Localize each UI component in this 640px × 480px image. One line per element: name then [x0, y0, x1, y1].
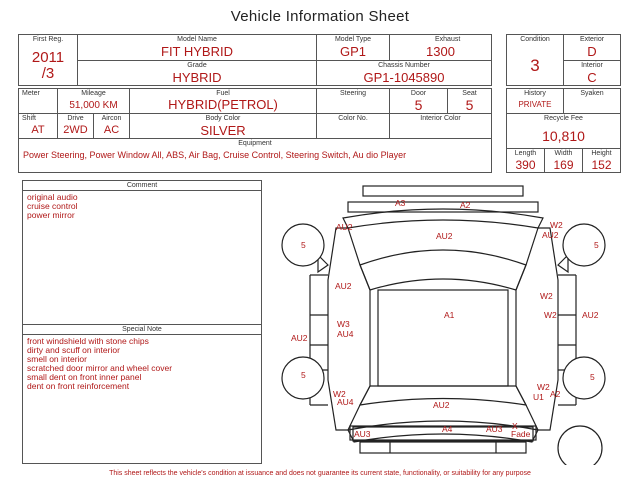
model-name-label: Model Name [177, 36, 217, 43]
exterior-label: Exterior [579, 36, 605, 43]
damage-mark: AU2 [542, 230, 559, 240]
exterior-cell [563, 34, 621, 61]
interior-cell [563, 60, 621, 86]
history-label: History [524, 90, 546, 97]
damage-mark: X [512, 421, 518, 431]
mileage-value: 51,000 KM [69, 100, 118, 111]
height-label: Height [591, 150, 612, 157]
spare-tire [558, 426, 602, 465]
first-reg-year: 2011 [31, 49, 65, 66]
equipment-cell [18, 138, 492, 173]
damage-mark: A3 [395, 198, 406, 208]
tire-rating: 5 [301, 370, 306, 380]
aircon-label: Aircon [101, 115, 122, 122]
special-note-box [22, 324, 262, 464]
model-type-label: Model Type [334, 36, 372, 43]
color-no-cell [316, 113, 390, 139]
fuel-label: Fuel [216, 90, 230, 97]
special-note-label: Special Note [23, 325, 261, 335]
fuel-cell [129, 88, 317, 114]
seat-label: Seat [462, 90, 477, 97]
damage-mark: W2 [550, 220, 563, 230]
damage-mark: W3 [337, 319, 350, 329]
body-color-cell [129, 113, 317, 139]
comment-line: cruise control [27, 201, 78, 211]
comment-label: Comment [23, 181, 261, 191]
body-color-label: Body Color [205, 115, 241, 122]
damage-mark: A2 [460, 200, 471, 210]
aircon-value: AC [103, 124, 120, 136]
length-label: Length [514, 150, 537, 157]
front-panel-outline [348, 202, 538, 212]
windshield-outline [360, 250, 526, 290]
length-value: 390 [515, 158, 536, 172]
first-reg-cell [18, 34, 78, 86]
door-value: 5 [414, 97, 423, 113]
model-type-value: GP1 [339, 44, 366, 59]
tire-rating: 5 [590, 372, 595, 382]
meter-cell [18, 88, 58, 114]
damage-mark: AU2 [582, 310, 599, 320]
body-color-value: SILVER [200, 123, 246, 138]
recycle-fee-value: 10,810 [542, 128, 585, 144]
door-cell [389, 88, 448, 114]
recycle-fee-cell [506, 113, 621, 149]
condition-value: 3 [530, 56, 540, 75]
damage-mark: AU4 [337, 397, 354, 407]
first-reg-month: /3 [41, 65, 55, 82]
damage-mark: AU4 [337, 329, 354, 339]
height-value: 152 [591, 158, 612, 172]
damage-mark: AU3 [486, 424, 503, 434]
shift-value: AT [31, 124, 45, 136]
damage-mark: A2 [550, 389, 561, 399]
chassis-value: GP1-1045890 [363, 70, 445, 85]
width-label: Width [554, 150, 573, 157]
damage-mark: W2 [544, 310, 557, 320]
special-note-line: smell on interior [27, 354, 87, 364]
special-note-line: dent on front reinforcement [27, 381, 130, 391]
exterior-value: D [587, 44, 597, 59]
width-cell [544, 148, 583, 173]
special-note-line: front windshield with stone chips [27, 336, 149, 346]
chassis-cell [316, 60, 492, 86]
syaken-label: Syaken [580, 90, 604, 97]
shift-label: Shift [22, 115, 37, 122]
damage-mark: AU2 [291, 333, 308, 343]
equipment-value: Power Steering, Power Window All, ABS, Air Bag, Cruise Control, Steering Switch, Au dio Player [23, 150, 407, 160]
exhaust-cell [389, 34, 492, 61]
tire-rating: 5 [301, 240, 306, 250]
seat-value: 5 [465, 97, 474, 113]
comment-line: power mirror [27, 210, 75, 220]
grade-cell [77, 60, 317, 86]
steering-cell [316, 88, 390, 114]
door-label: Door [410, 90, 427, 97]
height-cell [582, 148, 621, 173]
damage-mark: U1 [533, 392, 544, 402]
page-title: Vehicle Information Sheet [230, 8, 410, 25]
steering-label: Steering [339, 90, 367, 97]
car-diagram [270, 180, 630, 465]
model-name-cell [77, 34, 317, 61]
damage-mark: AU2 [436, 231, 453, 241]
roof-outline [378, 290, 508, 386]
exhaust-label: Exhaust [435, 36, 461, 43]
model-name-value: FIT HYBRID [161, 44, 233, 59]
damage-mark: W2 [540, 291, 553, 301]
aircon-cell [93, 113, 130, 139]
fuel-value: HYBRID(PETROL) [168, 97, 278, 112]
damage-mark: AU3 [354, 429, 371, 439]
damage-mark: AU2 [336, 222, 353, 232]
condition-cell [506, 34, 564, 86]
history-value: PRIVATE [518, 100, 552, 109]
damage-mark: W2 [537, 382, 550, 392]
interior-label: Interior [581, 62, 603, 69]
condition-label: Condition [520, 36, 550, 43]
interior-color-label: Interior Color [420, 115, 461, 122]
recycle-fee-label: Recycle Fee [544, 115, 583, 122]
equipment-label: Equipment [238, 140, 272, 147]
front-bumper-outline [363, 186, 523, 196]
width-value: 169 [553, 158, 574, 172]
grade-label: Grade [187, 62, 207, 69]
special-note-line: scratched door mirror and wheel cover [27, 363, 173, 373]
history-cell [506, 88, 564, 114]
chassis-label: Chassis Number [378, 62, 430, 69]
special-note-line: dirty and scuff on interior [27, 345, 120, 355]
damage-mark: AU2 [335, 281, 352, 291]
meter-label: Meter [22, 90, 40, 97]
interior-value: C [587, 70, 597, 85]
mileage-cell [57, 88, 130, 114]
disclaimer-footer: This sheet reflects the vehicle's condition at issuance and does not guarantee its current state, functionality, or suitability for any purpose [109, 470, 531, 477]
exhaust-value: 1300 [426, 44, 455, 59]
damage-mark: W2 [333, 389, 346, 399]
shift-cell [18, 113, 58, 139]
interior-color-cell [389, 113, 492, 139]
length-cell [506, 148, 545, 173]
tire-rear-right [563, 357, 605, 399]
mileage-label: Mileage [81, 90, 106, 97]
comment-box [22, 180, 262, 325]
comment-line: original audio [27, 192, 78, 202]
drive-cell [57, 113, 94, 139]
damage-mark: Fade [511, 429, 531, 439]
syaken-cell [563, 88, 621, 114]
special-note-line: small dent on front inner panel [27, 372, 142, 382]
damage-mark: A1 [444, 310, 455, 320]
tire-rating: 5 [594, 240, 599, 250]
seat-cell [447, 88, 492, 114]
model-type-cell [316, 34, 390, 61]
first-reg-label: First Reg. [32, 36, 64, 43]
drive-value: 2WD [63, 124, 88, 136]
grade-value: HYBRID [172, 70, 222, 85]
drive-label: Drive [67, 115, 84, 122]
color-no-label: Color No. [338, 115, 368, 122]
damage-mark: A4 [442, 424, 453, 434]
damage-mark: AU2 [433, 400, 450, 410]
